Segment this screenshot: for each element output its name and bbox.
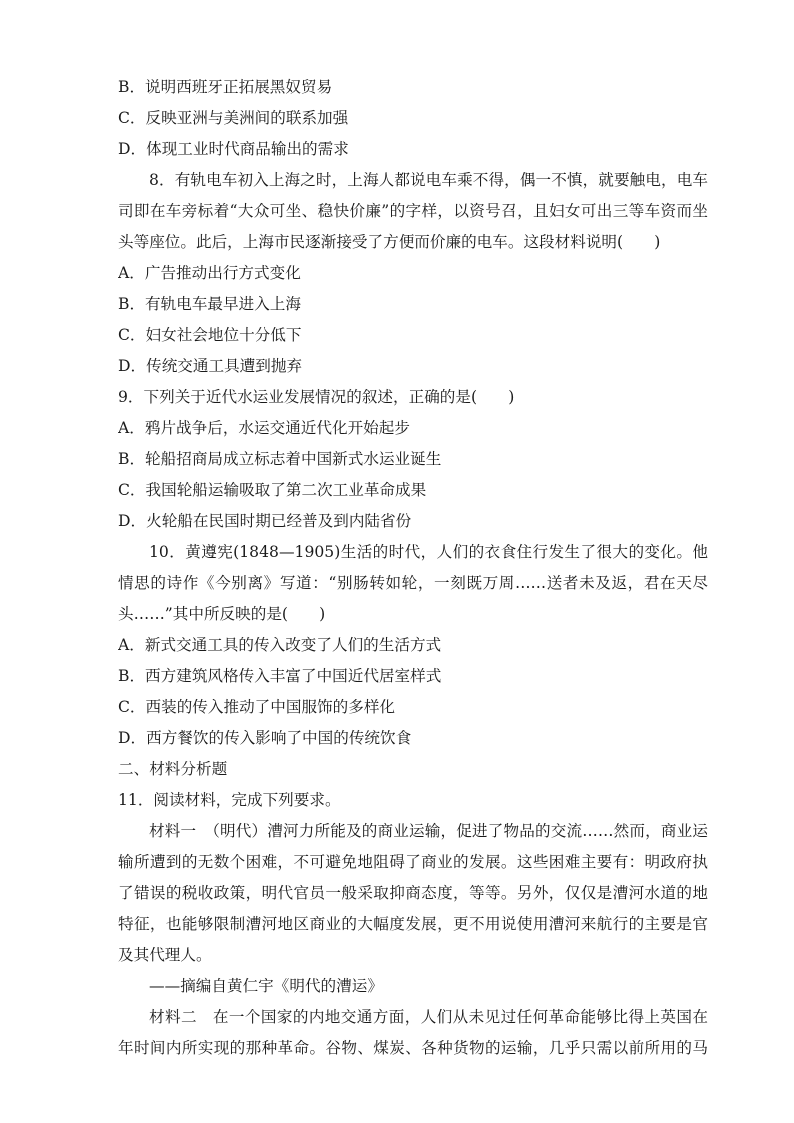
material-1-line-4: 特征，也能够限制漕河地区商业的大幅度发展，更不用说使用漕河来航行的主要是官: [118, 915, 708, 933]
option-7d: D．体现工业时代商品输出的需求: [118, 140, 349, 158]
option-10b: B．西方建筑风格传入丰富了中国近代居室样式: [118, 667, 442, 685]
question-8-line-3: 头等座位。此后，上海市民逐渐接受了方便而价廉的电车。这段材料说明( ): [118, 233, 661, 251]
document-body: [118, 72, 708, 1064]
option-9d: D．火轮船在民国时期已经普及到内陆省份: [118, 512, 412, 530]
option-8d: D．传统交通工具遭到抛弃: [118, 357, 303, 375]
question-11: 11．阅读材料，完成下列要求。: [118, 791, 341, 809]
option-8c: C．妇女社会地位十分低下: [118, 326, 302, 344]
question-10-line-1: 10．黄遵宪(1848—1905)生活的时代，人们的衣食住行发生了很大的变化。他: [149, 543, 708, 561]
option-8a: A．广告推动出行方式变化: [118, 264, 301, 282]
material-1-line-5: 及其代理人。: [118, 946, 212, 964]
option-9c: C．我国轮船运输吸取了第二次工业革命成果: [118, 481, 427, 499]
material-2-line-1: 材料二 在一个国家的内地交通方面，人们从未见过任何革命能够比得上英国在: [149, 1008, 708, 1026]
material-2-line-2: 年时间内所实现的那种革命。谷物、煤炭、各种货物的运输，几乎只需以前所用的马: [118, 1039, 708, 1057]
option-7c: C．反映亚洲与美洲间的联系加强: [118, 109, 349, 127]
question-10-line-3: 头……”其中所反映的是( ): [118, 605, 326, 623]
option-10c: C．西装的传入推动了中国服饰的多样化: [118, 698, 396, 716]
question-10-line-2: 情思的诗作《今别离》写道：“别肠转如轮，一刻既万周……送者未及返，君在天尽: [118, 574, 708, 592]
option-9a: A．鸦片战争后，水运交通近代化开始起步: [118, 419, 410, 437]
option-8b: B．有轨电车最早进入上海: [118, 295, 301, 313]
question-8-line-2: 司即在车旁标着“大众可坐、稳快价廉”的字样，以资号召，且妇女可出三等车资而坐: [118, 202, 708, 220]
section-heading: 二、材料分析题: [118, 760, 228, 778]
option-7b: B．说明西班牙正拓展黑奴贸易: [118, 78, 333, 96]
option-10d: D．西方餐饮的传入影响了中国的传统饮食: [118, 729, 412, 747]
material-1-line-2: 输所遭到的无数个困难，不可避免地阻碍了商业的发展。这些困难主要有：明政府执: [118, 853, 708, 871]
material-1-source: ——摘编自黄仁宇《明代的漕运》: [149, 977, 383, 995]
option-9b: B．轮船招商局成立标志着中国新式水运业诞生: [118, 450, 442, 468]
material-1-line-1: 材料一 （明代）漕河力所能及的商业运输，促进了物品的交流……然而，商业运: [149, 822, 708, 840]
option-10a: A．新式交通工具的传入改变了人们的生活方式: [118, 636, 442, 654]
material-1-line-3: 了错误的税收政策，明代官员一般采取抑商态度，等等。另外，仅仅是漕河水道的地: [118, 884, 708, 902]
question-9: 9．下列关于近代水运业发展情况的叙述，正确的是( ): [118, 388, 515, 406]
question-8-line-1: 8．有轨电车初入上海之时，上海人都说电车乘不得，偶一不慎，就要触电，电车: [149, 171, 708, 189]
